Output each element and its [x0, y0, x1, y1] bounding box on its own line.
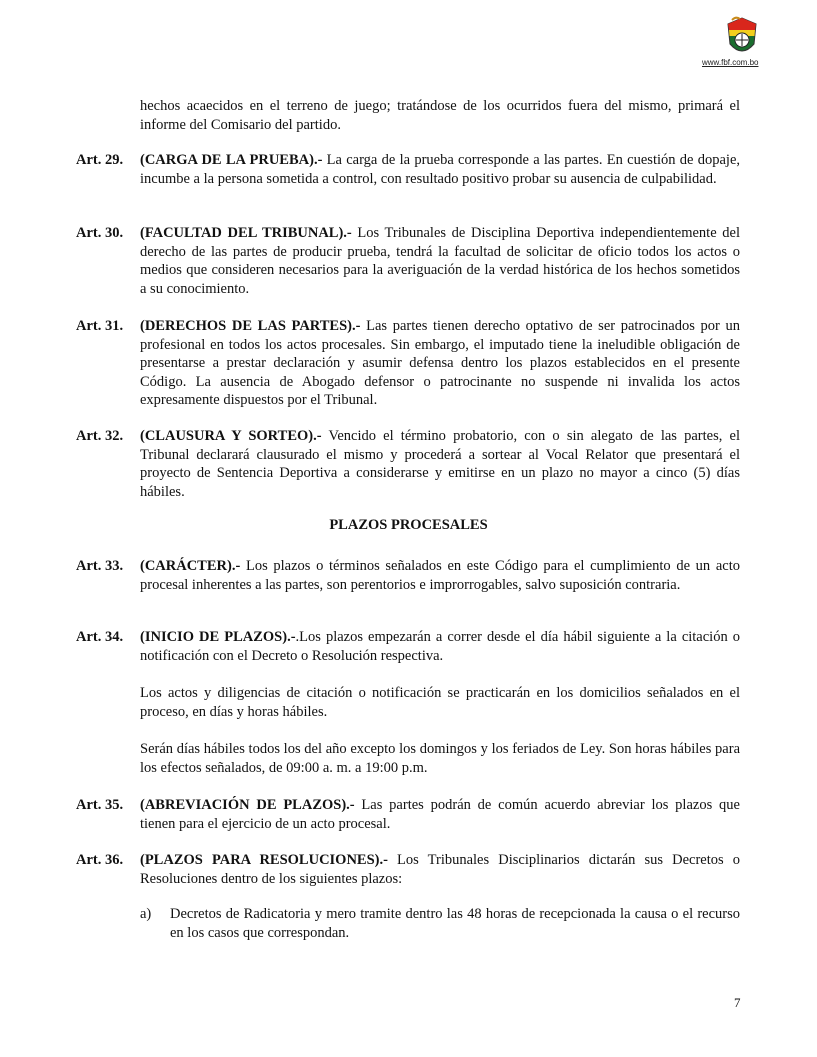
- article-label: Art. 31.: [76, 318, 124, 334]
- article-body: [140, 796, 740, 833]
- article-text: Los Tribunales de Disciplina Deportiva independientemente del derecho de las partes de producir prueba, tendrá la facultad de solicitar de oficio todos los actos o medios que consideren necesarios para la averiguación de la verdad histórica de los hechos sometidos a su conocimiento.: [140, 225, 740, 297]
- list-marker: a): [140, 906, 152, 922]
- article-body: [140, 628, 740, 665]
- article-body: [140, 224, 740, 298]
- article-text: Los Tribunales Disciplinarios dictarán sus Decretos o Resoluciones dentro de los siguientes plazos:: [140, 852, 741, 887]
- article-title: (FACULTAD DEL TRIBUNAL).-: [140, 225, 352, 241]
- article-text: .Los plazos empezarán a correr desde el día hábil siguiente a la citación o notificación con el Decreto o Resolución respectiva.: [140, 629, 741, 664]
- section-heading: PLAZOS PROCESALES: [329, 517, 488, 533]
- article-paragraph: Los actos y diligencias de citación o notificación se practicarán en los domicilios señalados en el proceso, en días y horas hábiles.: [140, 685, 740, 720]
- article-text: La carga de la prueba corresponde a las partes. En cuestión de dopaje, incumbe a la persona sometida a control, con resultado positivo probar su ausencia de culpabilidad.: [140, 152, 741, 187]
- page-number: 7: [734, 995, 741, 1010]
- article-body: [140, 557, 740, 594]
- article-text: Las partes tienen derecho optativo de ser patrocinados por un profesional en todos los actos procesales. Sin embargo, el imputado tiene la ineludible obligación de presentarse a prestar declaración y asumir defensa dentro los plazos establecidos en el presente Código. La ausencia de Abogado defensor o patrocinante no suspende ni invalida los actos expresamente dispuestos por el Tribunal.: [140, 318, 740, 409]
- fbf-crest-icon: [724, 16, 760, 60]
- article-label: Art. 34.: [76, 629, 124, 645]
- article-label: Art. 35.: [76, 797, 124, 813]
- article-label: Art. 29.: [76, 152, 124, 168]
- article-label: Art. 33.: [76, 558, 124, 574]
- article-label: Art. 30.: [76, 225, 124, 241]
- article-body: [140, 317, 740, 410]
- article-title: (PLAZOS PARA RESOLUCIONES).-: [140, 852, 388, 868]
- article-body: [140, 151, 740, 188]
- article-title: (CLAUSURA Y SORTEO).-: [140, 428, 322, 444]
- article-title: (DERECHOS DE LAS PARTES).-: [140, 318, 361, 334]
- article-body: [140, 851, 740, 888]
- article-body: [140, 427, 740, 501]
- website-link[interactable]: www.fbf.com.bo: [702, 58, 759, 67]
- list-item-text: Decretos de Radicatoria y mero tramite dentro las 48 horas de recepcionada la causa o el recurso en los casos que correspondan.: [170, 906, 740, 941]
- article-title: (CARÁCTER).-: [140, 558, 241, 574]
- article-text: Vencido el término probatorio, con o sin alegato de las partes, el Tribunal declarará clausurado el mismo y procederá a sortear al Vocal Relator que presentará el proyecto de Sentencia Deportiva a considerarse y emitirse en un plazo no mayor a cinco (5) días hábiles.: [140, 428, 740, 500]
- article-text: Los plazos o términos señalados en este Código para el cumplimiento de un acto procesal inherentes a las partes, son perentorios e improrrogables, salvo suposición contraria.: [140, 558, 740, 593]
- article-title: (ABREVIACIÓN DE PLAZOS).-: [140, 797, 355, 813]
- article-label: Art. 36.: [76, 852, 124, 868]
- article-title: (CARGA DE LA PRUEBA).-: [140, 152, 323, 168]
- article-title: (INICIO DE PLAZOS).-: [140, 629, 296, 645]
- article-text: Las partes podrán de común acuerdo abreviar los plazos que tienen para el ejercicio de un acto procesal.: [140, 797, 740, 832]
- intro-text: hechos acaecidos en el terreno de juego; tratándose de los ocurridos fuera del mismo, primará el informe del Comisario del partido.: [140, 98, 740, 133]
- article-label: Art. 32.: [76, 428, 124, 444]
- intro-paragraph: [140, 97, 740, 134]
- article-paragraph: Serán días hábiles todos los del año excepto los domingos y los feriados de Ley. Son horas hábiles para los efectos señalados, de 09:00 a. m. a 19:00 p.m.: [140, 741, 740, 776]
